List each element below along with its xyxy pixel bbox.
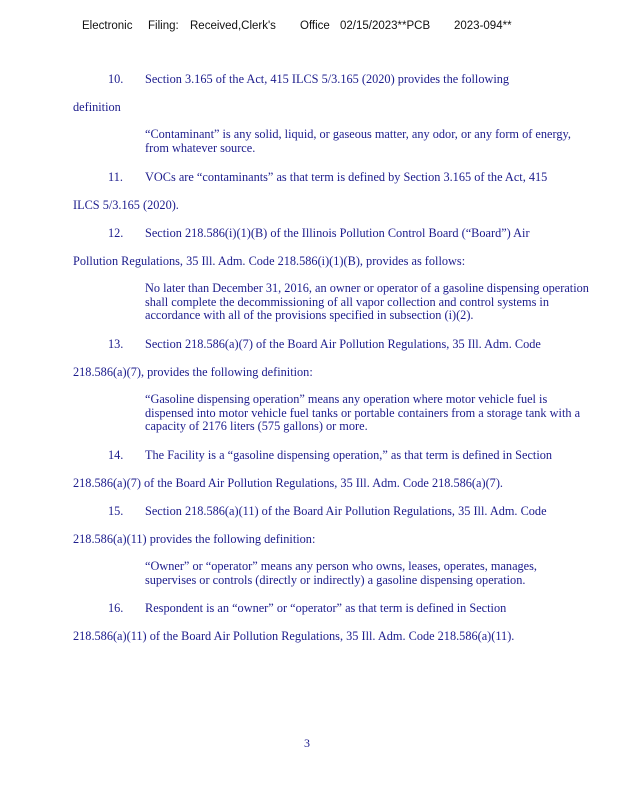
header-electronic: Electronic xyxy=(82,20,133,32)
paragraph-12-line-1: Section 218.586(i)(1)(B) of the Illinois Pollution Control Board (“Board”) Air xyxy=(145,226,530,240)
paragraph-16-number: 16. xyxy=(108,601,124,615)
paragraph-11-line-2: ILCS 5/3.165 (2020). xyxy=(73,198,179,212)
paragraph-10-line-2: definition xyxy=(73,100,121,114)
paragraph-14-number: 14. xyxy=(108,448,124,462)
paragraph-16-line-1: Respondent is an “owner” or “operator” as that term is defined in Section xyxy=(145,601,507,615)
quote-decommissioning-requirement: No later than December 31, 2016, an owner or operator of a gasoline dispensing operation shall complete the decommissioning of all vapor collection and control systems in accordance with all of the provisions specified in subsection (i)(2). xyxy=(145,281,589,322)
header-date: 02/15/2023**PCB xyxy=(340,20,431,32)
paragraph-11-number: 11. xyxy=(108,170,123,184)
paragraph-13-line-1: Section 218.586(a)(7) of the Board Air Pollution Regulations, 35 Ill. Adm. Code xyxy=(145,337,541,351)
paragraph-14-line-2: 218.586(a)(7) of the Board Air Pollution Regulations, 35 Ill. Adm. Code 218.586(a)(7). xyxy=(73,476,503,490)
paragraph-12-line-2: Pollution Regulations, 35 Ill. Adm. Code 218.586(i)(1)(B), provides as follows: xyxy=(73,254,466,268)
header-docket: 2023-094** xyxy=(454,20,512,32)
paragraph-10-line-1: Section 3.165 of the Act, 415 ILCS 5/3.165 (2020) provides the following xyxy=(145,72,510,86)
paragraph-13-number: 13. xyxy=(108,337,124,351)
paragraph-15-line-1: Section 218.586(a)(11) of the Board Air Pollution Regulations, 35 Ill. Adm. Code xyxy=(145,504,547,518)
quote-gasoline-dispensing-definition: “Gasoline dispensing operation” means any operation where motor vehicle fuel is dispensed into motor vehicle fuel tanks or portable containers from a storage tank with a capacity of 2176 liters (575 gallons) or more. xyxy=(145,392,581,433)
quote-contaminant-definition: “Contaminant” is any solid, liquid, or gaseous matter, any odor, or any form of energy, from whatever source. xyxy=(145,127,571,155)
paragraph-13-line-2: 218.586(a)(7), provides the following definition: xyxy=(73,365,313,379)
page-number: 3 xyxy=(304,736,310,750)
paragraph-16-line-2: 218.586(a)(11) of the Board Air Pollution Regulations, 35 Ill. Adm. Code 218.586(a)(11). xyxy=(73,629,515,643)
quote-owner-operator-definition: “Owner” or “operator” means any person who owns, leases, operates, manages, supervises or controls (directly or indirectly) a gasoline dispensing operation. xyxy=(145,559,537,587)
paragraph-14-line-1: The Facility is a “gasoline dispensing operation,” as that term is defined in Section xyxy=(145,448,553,462)
paragraph-15-line-2: 218.586(a)(11) provides the following definition: xyxy=(73,532,316,546)
header-received: Received,Clerk's xyxy=(190,20,276,32)
paragraph-10-number: 10. xyxy=(108,72,124,86)
paragraph-15-number: 15. xyxy=(108,504,124,518)
header-office: Office xyxy=(300,20,330,32)
header-filing: Filing: xyxy=(148,20,179,32)
paragraph-12-number: 12. xyxy=(108,226,124,240)
paragraph-11-line-1: VOCs are “contaminants” as that term is defined by Section 3.165 of the Act, 415 xyxy=(145,170,548,184)
